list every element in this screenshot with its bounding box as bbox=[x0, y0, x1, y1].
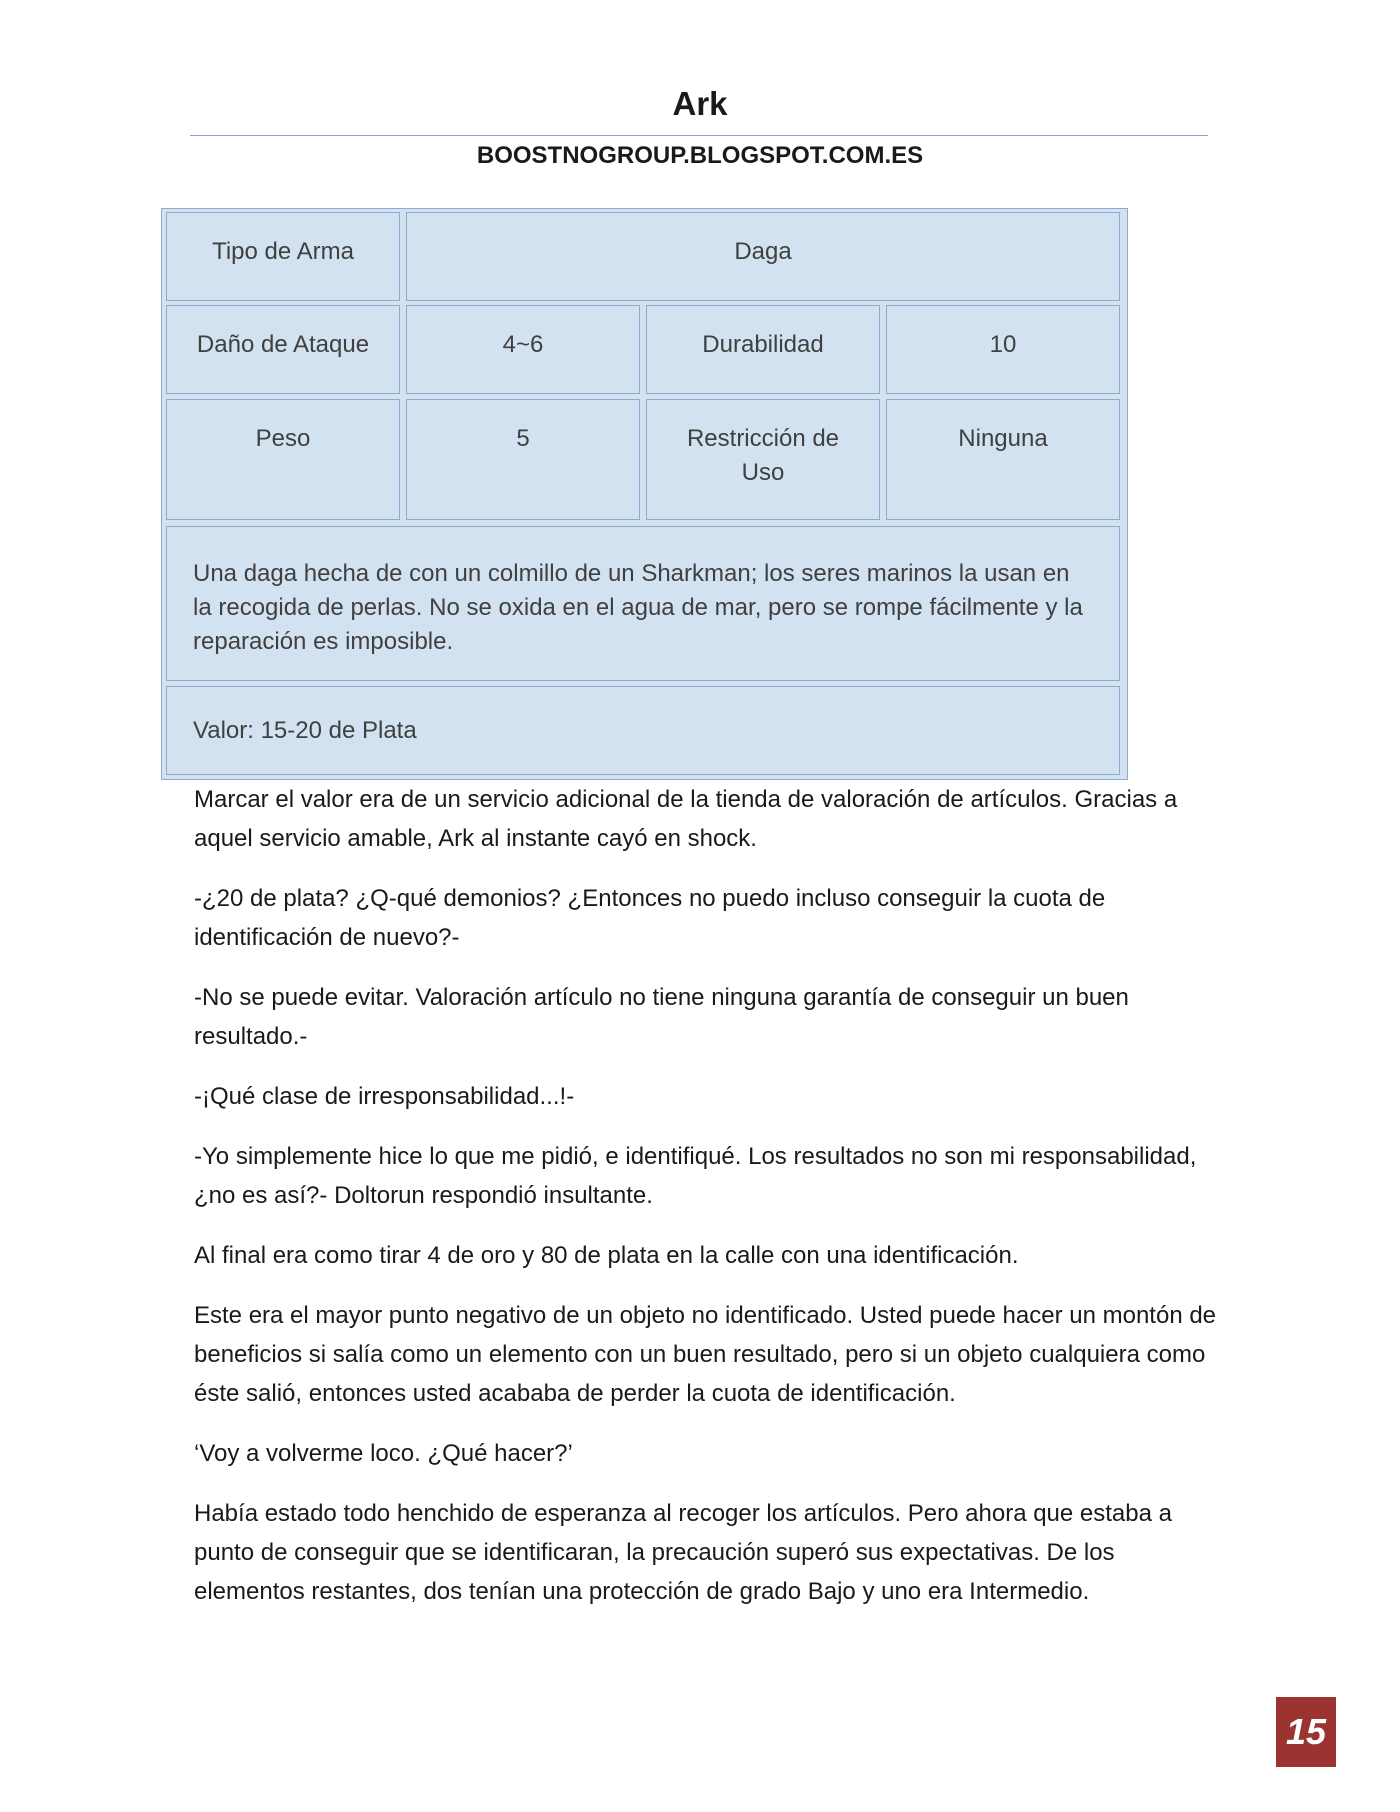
paragraph: -Yo simplemente hice lo que me pidió, e identifiqué. Los resultados no son mi responsabilidad, ¿no es así?- Doltorun respondió insultante. bbox=[194, 1143, 1197, 1209]
paragraph: ‘Voy a volverme loco. ¿Qué hacer?’ bbox=[194, 1440, 573, 1467]
document-subtitle: BOOSTNOGROUP.BLOGSPOT.COM.ES bbox=[476, 142, 924, 169]
use-restriction-value-cell: Ninguna bbox=[886, 399, 1120, 520]
weight-label-cell: Peso bbox=[166, 399, 400, 520]
durability-value-cell: 10 bbox=[886, 305, 1120, 394]
story-text bbox=[194, 780, 1229, 1632]
paragraph: -¡Qué clase de irresponsabilidad...!- bbox=[194, 1083, 575, 1110]
paragraph: Marcar el valor era de un servicio adicional de la tienda de valoración de artículos. Gracias a aquel servicio amable, Ark al instante cayó en shock. bbox=[194, 786, 1178, 852]
item-price-cell: Valor: 15-20 de Plata bbox=[166, 686, 1120, 775]
weapon-type-label-cell: Tipo de Arma bbox=[166, 212, 400, 301]
paragraph: Al final era como tirar 4 de oro y 80 de plata en la calle con una identificación. bbox=[194, 1242, 1019, 1269]
paragraph: Había estado todo henchido de esperanza al recoger los artículos. Pero ahora que estaba a punto de conseguir que se identificaran, la precaución superó sus expectativas. De los elementos restantes, dos tenían una protección de grado Bajo y uno era Intermedio. bbox=[194, 1500, 1172, 1605]
use-restriction-label-cell: Restricción de Uso bbox=[646, 399, 880, 520]
paragraph: -¿20 de plata? ¿Q-qué demonios? ¿Entonces no puedo incluso conseguir la cuota de identificación de nuevo?- bbox=[194, 885, 1106, 951]
weapon-type-value-cell: Daga bbox=[406, 212, 1120, 301]
page-number: 15 bbox=[1276, 1697, 1336, 1767]
attack-damage-label-cell: Daño de Ataque bbox=[166, 305, 400, 394]
weight-value-cell: 5 bbox=[406, 399, 640, 520]
document-title: Ark bbox=[672, 85, 728, 122]
item-description-cell: Una daga hecha de con un colmillo de un Sharkman; los seres marinos la usan en la recogida de perlas. No se oxida en el agua de mar, pero se rompe fácilmente y la reparación es imposible. bbox=[166, 526, 1120, 681]
attack-damage-value-cell: 4~6 bbox=[406, 305, 640, 394]
paragraph: -No se puede evitar. Valoración artículo no tiene ninguna garantía de conseguir un buen resultado.- bbox=[194, 984, 1129, 1050]
item-stats-table bbox=[161, 208, 1128, 780]
header-divider bbox=[190, 135, 1208, 136]
durability-label-cell: Durabilidad bbox=[646, 305, 880, 394]
paragraph: Este era el mayor punto negativo de un objeto no identificado. Usted puede hacer un montón de beneficios si salía como un elemento con un buen resultado, pero si un objeto cualquiera como éste salió, entonces usted acababa de perder la cuota de identificación. bbox=[194, 1302, 1217, 1407]
